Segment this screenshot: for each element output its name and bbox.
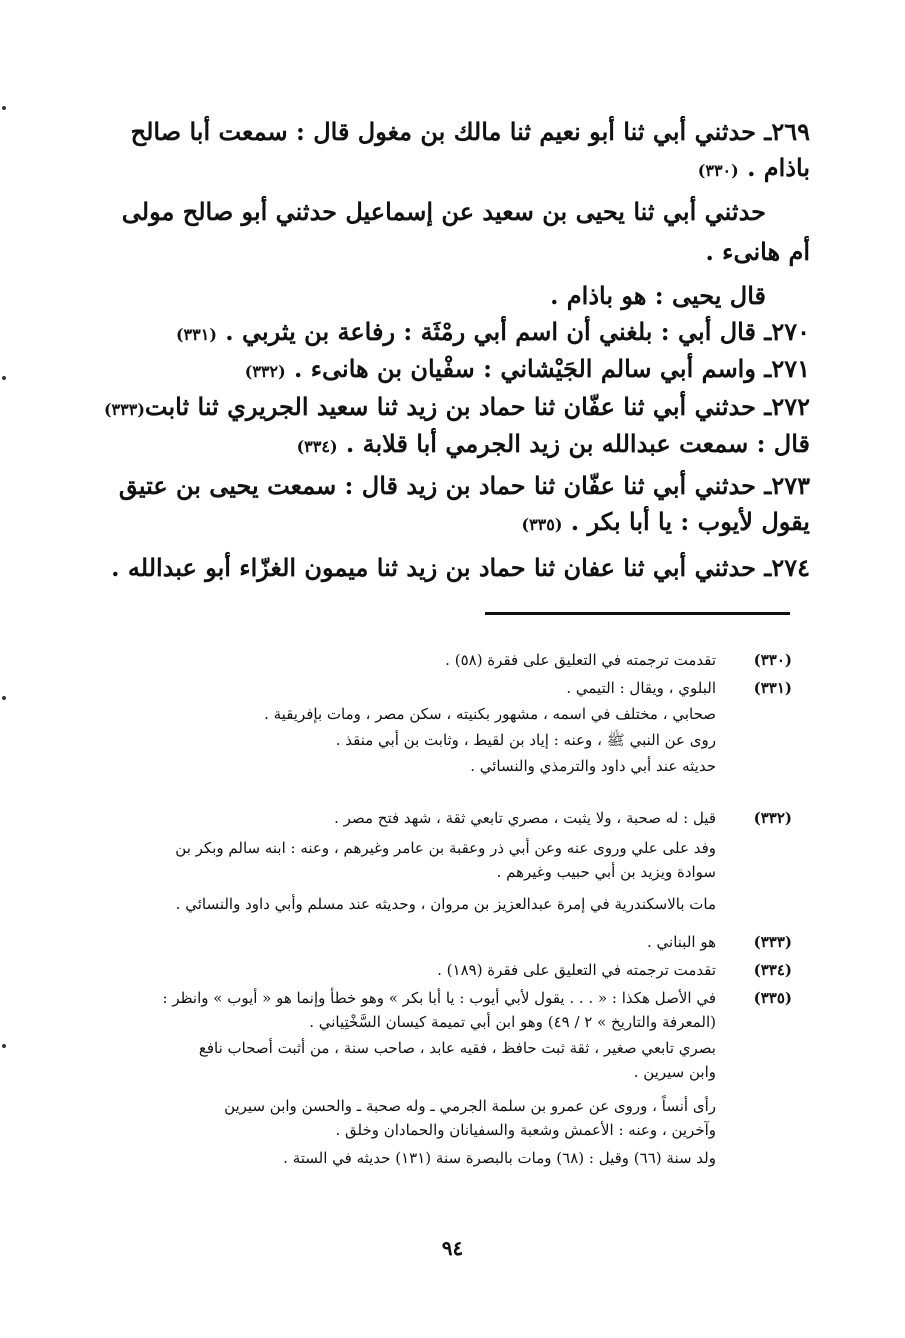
text-line: قال يحيى : هو باذام . [550,281,766,310]
footnote-line: وآخرين ، وعنه : الأعمش وشعبة والسفيانان والحمادان وخلق . [335,1121,716,1139]
footnote-line: هو البناني . [646,933,716,951]
footnote-separator [485,612,790,615]
footnote-number: (٣٣٤) [753,961,792,979]
page-number: ٩٤ [441,1236,464,1260]
footnotes [80,648,792,1218]
footnote-ref: (٣٣١) [175,325,217,344]
main-text [90,0,810,600]
footnote-number: (٣٣١) [753,679,792,697]
footnote-number: (٣٣٥) [753,989,792,1007]
footnote-line: (المعرفة والتاريخ » ٢ / ٤٩) وهو ابن أبي تميمة كيسان السَّخْتِياني . [309,1013,716,1031]
footnote-line: سوادة ويزيد بن أبي حبيب وغيرهم . [496,863,716,881]
footnote-line: في الأصل هكذا : « . . . يقول لأبي أيوب : يا أبا بكر » وهو خطأ وإنما هو « أيوب » وانظر : [162,989,716,1007]
footnote-number: (٣٣٣) [753,933,792,951]
text-line: قال : سمعت عبدالله بن زيد الجرمي أبا قلابة . (٣٣٤) [296,429,810,458]
footnote-ref: (٣٣٣) [103,400,145,419]
footnote-line: وفد على علي وروى عنه وعن أبي ذر وعقبة بن عامر وغيرهم ، وعنه : ابنه سالم وبكر بن [175,839,716,857]
footnote-number: (٣٣٢) [753,809,792,827]
footnote-line: ولد سنة (٦٦) وقيل : (٦٨) ومات بالبصرة سنة (١٣١) حديثه في الستة . [283,1149,716,1167]
footnote-ref: (٣٣٠) [697,161,739,180]
text-line: يقول لأيوب : يا أبا بكر . (٣٣٥) [521,507,810,536]
text-line: ٢٧٠ـ قال أبي : بلغني أن اسم أبي رمْثَة : رفاعة بن يثربي . (٣٣١) [175,317,810,346]
footnote-line: مات بالاسكندرية في إمرة عبدالعزيز بن مروان ، وحديثه عند مسلم وأبي داود والنسائي . [175,895,716,913]
footnote-line: تقدمت ترجمته في التعليق على فقرة (١٨٩) . [437,961,716,979]
scan-mark [2,1044,6,1048]
footnote-ref: (٣٣٢) [244,362,286,381]
footnote-line: بصري تابعي صغير ، ثقة ثبت حافظ ، فقيه عابد ، صاحب سنة ، من أثبت أصحاب نافع [198,1039,716,1057]
scan-mark [2,696,6,700]
text-line: حدثني أبي ثنا يحيى بن سعيد عن إسماعيل حدثني أبو صالح مولى [121,197,766,226]
text-line: باذام . (٣٣٠) [697,153,810,182]
footnote-line: وابن سيرين . [633,1063,716,1081]
footnote-line: روى عن النبي ﷺ ، وعنه : إياد بن لقيط ، وثابت بن أبي منقذ . [335,731,716,749]
footnote-number: (٣٣٠) [753,651,792,669]
text-line: ٢٧٢ـ حدثني أبي ثنا عفّان ثنا حماد بن زيد ثنا سعيد الجريري ثنا ثابت(٣٣٣) [103,392,810,421]
scan-mark [2,106,6,110]
scan-mark [2,376,6,380]
footnote-line: صحابي ، مختلف في اسمه ، مشهور بكنيته ، سكن مصر ، ومات بإفريقية . [264,705,716,723]
footnote-line: رأى أنساً ، وروى عن عمرو بن سلمة الجرمي ـ وله صحبة ـ والحسن وابن سيرين [224,1097,716,1115]
text-line: ٢٧٣ـ حدثني أبي ثنا عفّان ثنا حماد بن زيد قال : سمعت يحيى بن عتيق [118,471,810,500]
footnote-line: قيل : له صحبة ، ولا يثبت ، مصري تابعي ثقة ، شهد فتح مصر . [334,809,716,827]
footnote-ref: (٣٣٥) [521,515,563,534]
text-line: ٢٦٩ـ حدثني أبي ثنا أبو نعيم ثنا مالك بن مغول قال : سمعت أبا صالح [130,117,810,146]
text-line: ٢٧١ـ واسم أبي سالم الجَيْشاني : سفْيان بن هانىء . (٣٣٢) [244,354,810,383]
text-line: أم هانىء . [705,237,810,266]
footnote-ref: (٣٣٤) [296,437,338,456]
footnote-line: حديثه عند أبي داود والترمذي والنسائي . [470,757,716,775]
text-line: ٢٧٤ـ حدثني أبي ثنا عفان ثنا حماد بن زيد ثنا ميمون الغزّاء أبو عبدالله . [111,553,810,582]
footnote-line: البلوي ، ويقال : التيمي . [566,679,716,697]
footnote-line: تقدمت ترجمته في التعليق على فقرة (٥٨) . [445,651,716,669]
